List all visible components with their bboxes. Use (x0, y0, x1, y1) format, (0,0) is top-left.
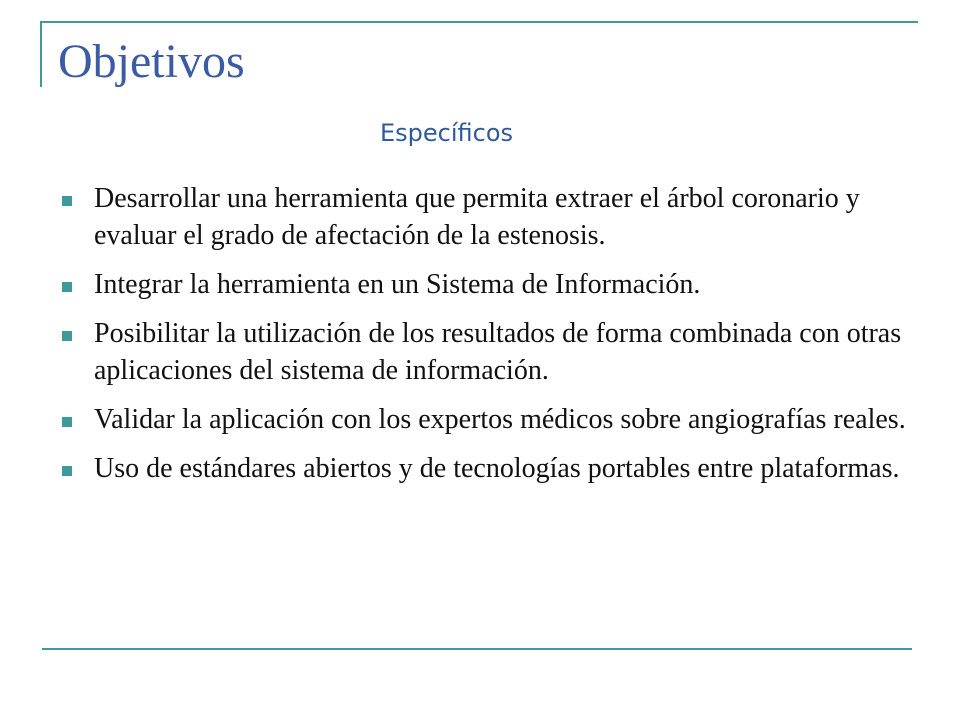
square-bullet-icon (62, 331, 72, 341)
bullet-text: Posibilitar la utilización de los resultados de forma combinada con otras aplicaciones del sistema de información. (94, 318, 902, 386)
bullet-text: Desarrollar una herramienta que permita extraer el árbol coronario y evaluar el grado de afectación de la estenosis. (94, 183, 860, 251)
bullet-text: Validar la aplicación con los expertos médicos sobre angiografías reales. (94, 404, 906, 435)
square-bullet-icon (62, 196, 72, 206)
bullet-list (58, 180, 918, 499)
bullet-text: Uso de estándares abiertos y de tecnologías portables entre plataformas. (94, 453, 900, 484)
top-divider-line (40, 21, 918, 23)
bullet-item (58, 180, 918, 254)
slide-title: Objetivos (58, 35, 245, 88)
bullet-text: Integrar la herramienta en un Sistema de Información. (94, 269, 701, 300)
bullet-item (58, 401, 918, 438)
slide-subtitle: Específicos (380, 119, 514, 147)
square-bullet-icon (62, 466, 72, 476)
bullet-item (58, 266, 918, 303)
left-divider-line (40, 21, 42, 87)
bullet-item (58, 450, 918, 487)
bullet-item (58, 315, 918, 389)
square-bullet-icon (62, 282, 72, 292)
square-bullet-icon (62, 417, 72, 427)
bottom-divider-line (42, 648, 912, 650)
